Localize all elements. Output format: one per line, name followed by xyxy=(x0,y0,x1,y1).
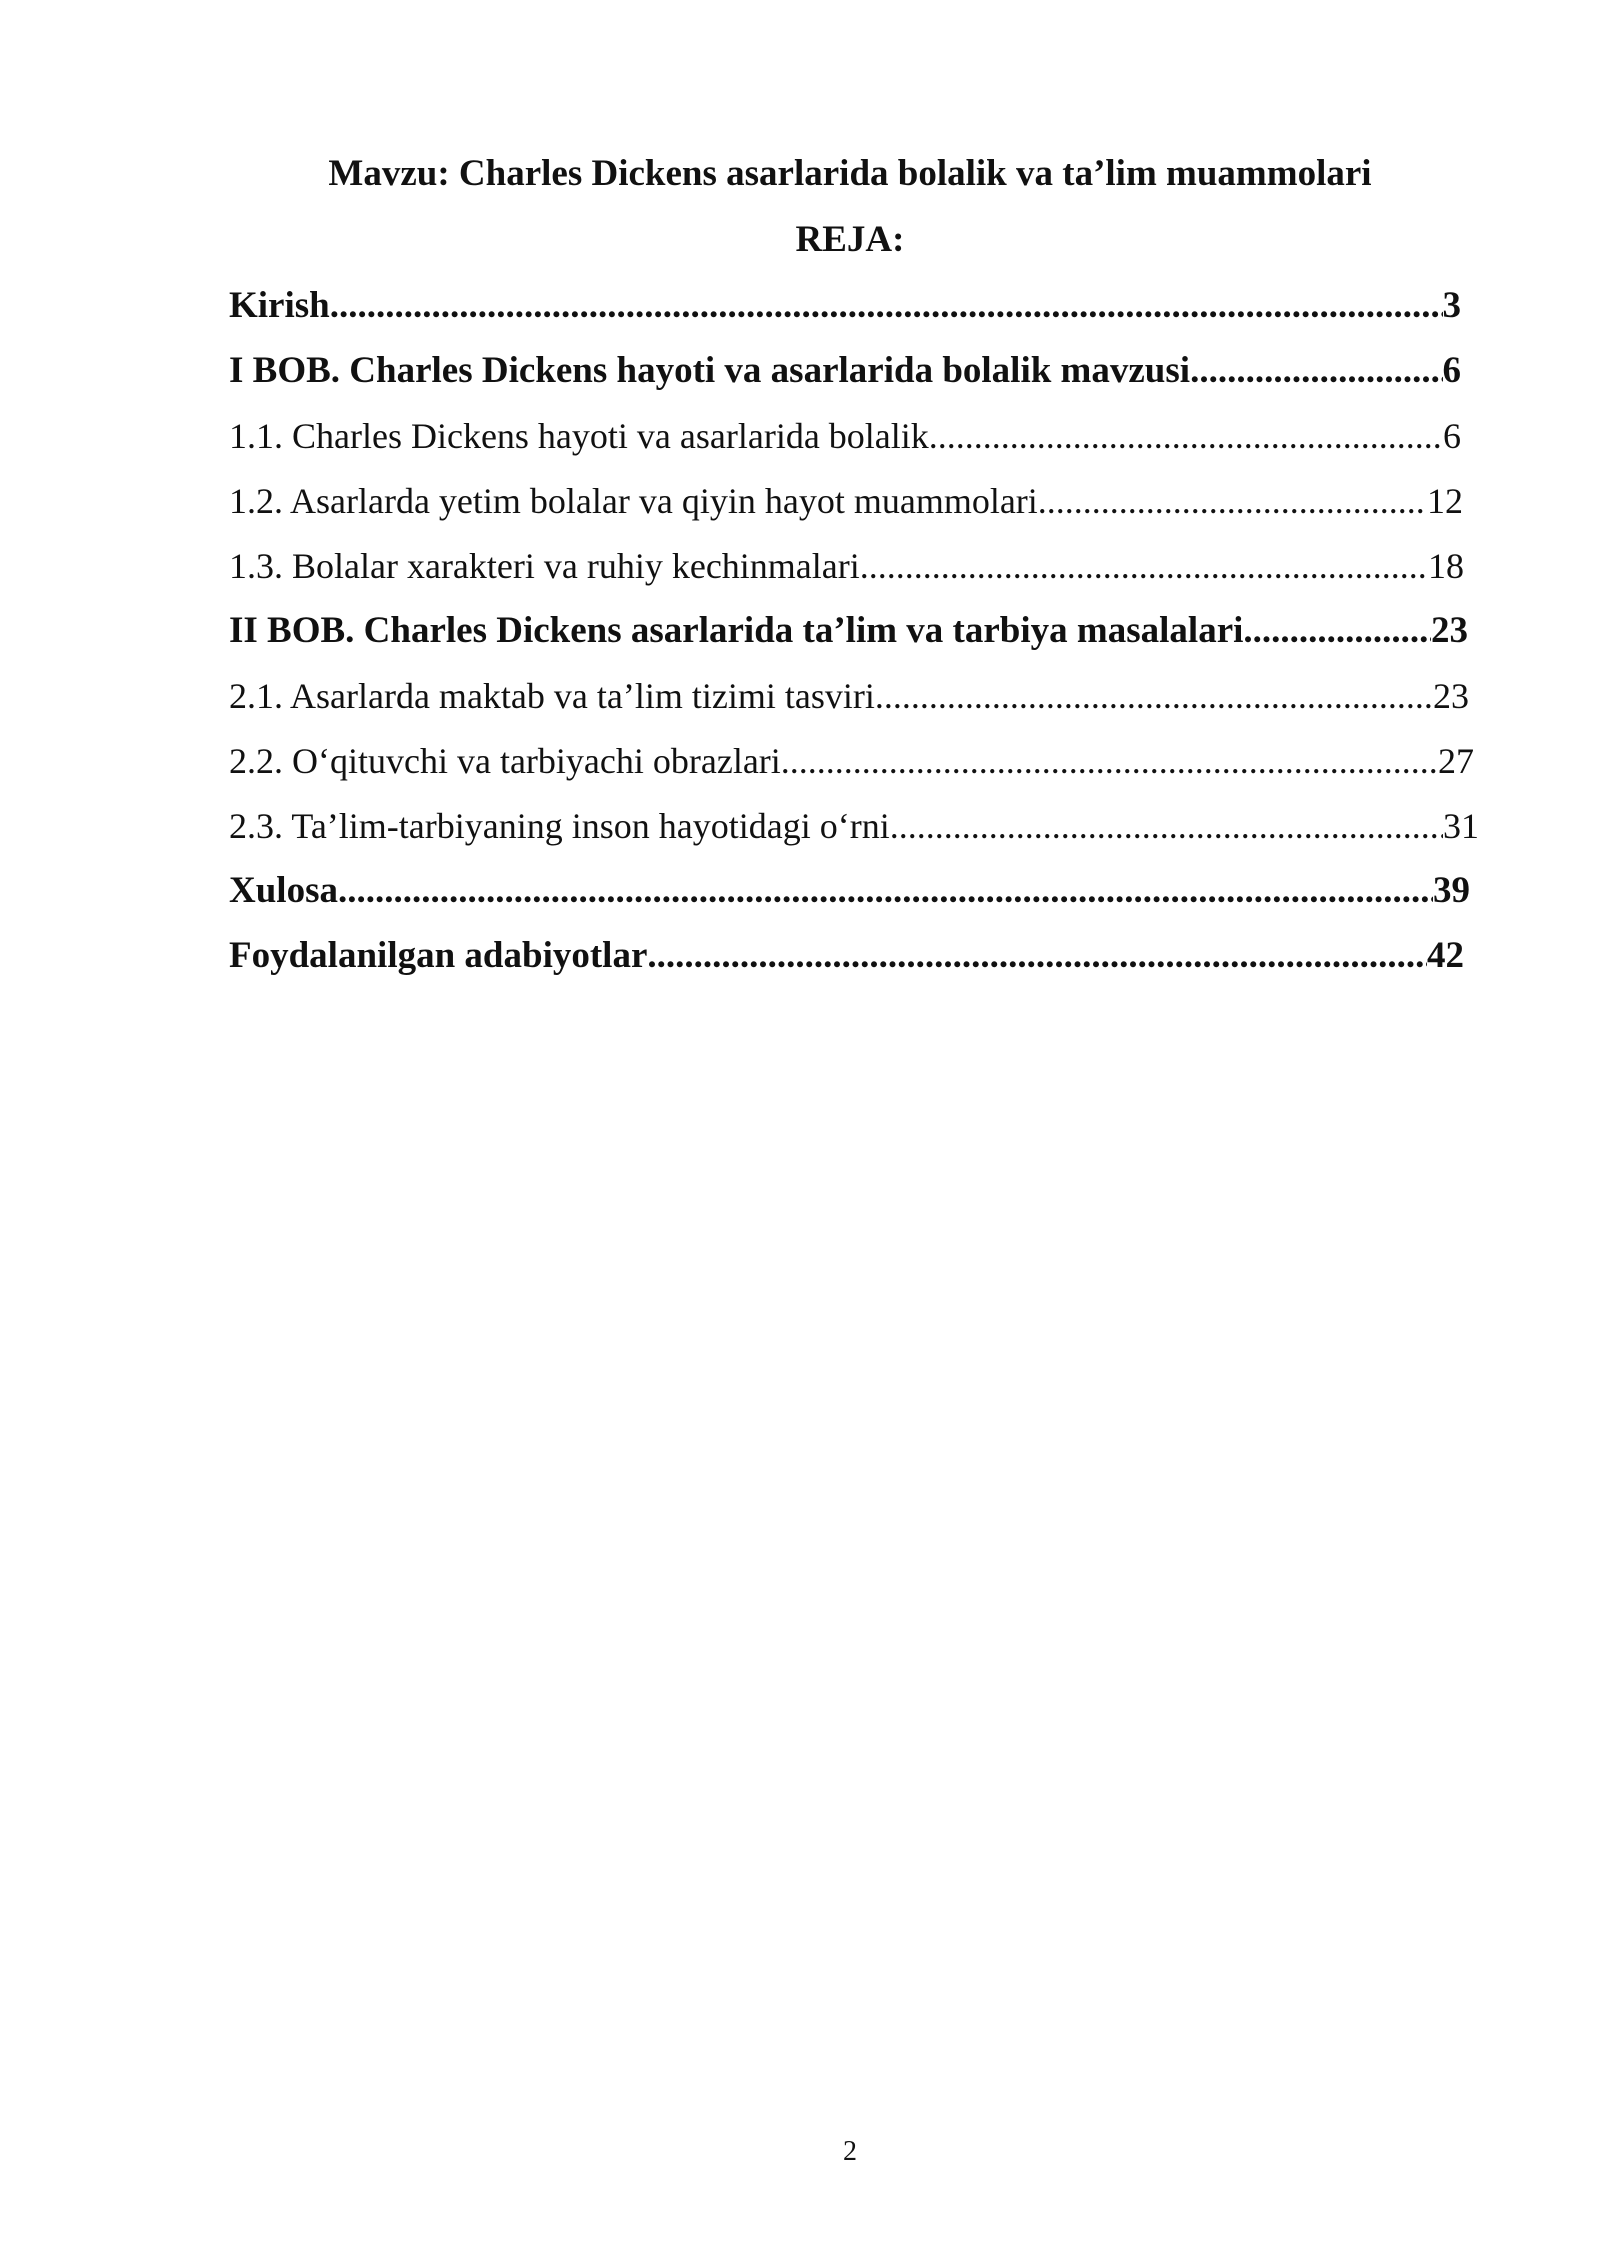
toc-entry-page: 31 xyxy=(1443,806,1479,846)
toc-entry-label: Kirish xyxy=(229,285,330,326)
toc-entry-label: I BOB. Charles Dickens hayoti va asarlarida bolalik mavzusi xyxy=(229,350,1191,391)
toc-entry-page: 18 xyxy=(1428,546,1464,586)
toc-entry-label: Xulosa xyxy=(229,870,338,911)
toc-entry xyxy=(229,865,1489,930)
toc-entry xyxy=(229,475,1489,540)
toc-dot-leader xyxy=(338,865,1433,917)
toc-dot-leader xyxy=(875,670,1433,722)
toc-entry xyxy=(229,410,1489,475)
toc-dot-leader xyxy=(647,930,1427,982)
toc-dot-leader xyxy=(781,735,1438,787)
toc-entry-line xyxy=(229,605,1468,657)
toc-entry xyxy=(229,605,1489,670)
toc-dot-leader xyxy=(860,540,1428,592)
toc-entry xyxy=(229,345,1489,410)
page-number: 2 xyxy=(843,2136,857,2167)
toc-entry-line xyxy=(229,540,1464,592)
toc-entry-line xyxy=(229,670,1469,722)
toc-entry-page: 6 xyxy=(1442,350,1461,391)
toc-entry-label: Foydalanilgan adabiyotlar xyxy=(229,935,648,976)
toc-dot-leader xyxy=(1190,345,1442,397)
toc-entry-line xyxy=(229,930,1464,982)
table-of-contents xyxy=(229,280,1489,995)
toc-entry-line xyxy=(229,475,1463,527)
toc-entry-page: 23 xyxy=(1431,610,1468,651)
toc-entry-line xyxy=(229,280,1461,332)
toc-entry-line xyxy=(229,345,1461,397)
toc-entry xyxy=(229,800,1489,865)
toc-entry-page: 3 xyxy=(1442,285,1461,326)
toc-entry-page: 6 xyxy=(1443,416,1461,456)
toc-entry-label: 1.2. Asarlarda yetim bolalar va qiyin hayot muammolari xyxy=(229,481,1038,521)
toc-entry-label: II BOB. Charles Dickens asarlarida ta’lim va tarbiya masalalari xyxy=(229,610,1244,651)
toc-entry-label: 1.3. Bolalar xarakteri va ruhiy kechinmalari xyxy=(229,546,860,586)
toc-entry xyxy=(229,930,1489,995)
toc-entry-label: 2.3. Ta’lim-tarbiyaning inson hayotidagi o‘rni xyxy=(229,806,890,846)
toc-entry xyxy=(229,280,1489,345)
toc-entry xyxy=(229,670,1489,735)
toc-entry-line xyxy=(229,735,1474,787)
toc-entry-page: 39 xyxy=(1433,870,1470,911)
toc-entry-line xyxy=(229,865,1470,917)
topic-title: Mavzu: Charles Dickens asarlarida bolalik va ta’lim muammolari xyxy=(328,153,1372,194)
toc-dot-leader xyxy=(1038,475,1427,527)
toc-entry-page: 12 xyxy=(1427,481,1463,521)
toc-dot-leader xyxy=(1243,605,1431,657)
toc-entry-label: 2.1. Asarlarda maktab va ta’lim tizimi tasviri xyxy=(229,676,875,716)
toc-entry-line xyxy=(229,800,1479,852)
toc-entry-label: 1.1. Charles Dickens hayoti va asarlarida bolalik xyxy=(229,416,929,456)
toc-dot-leader xyxy=(330,280,1443,332)
toc-entry xyxy=(229,540,1489,605)
plan-heading: REJA: xyxy=(795,219,905,260)
toc-entry-page: 23 xyxy=(1433,676,1469,716)
toc-entry-page: 42 xyxy=(1427,935,1464,976)
toc-entry-label: 2.2. O‘qituvchi va tarbiyachi obrazlari xyxy=(229,741,781,781)
toc-entry-page: 27 xyxy=(1438,741,1474,781)
toc-entry xyxy=(229,735,1489,800)
toc-entry-line xyxy=(229,410,1461,462)
toc-dot-leader xyxy=(890,800,1443,852)
toc-dot-leader xyxy=(929,410,1443,462)
